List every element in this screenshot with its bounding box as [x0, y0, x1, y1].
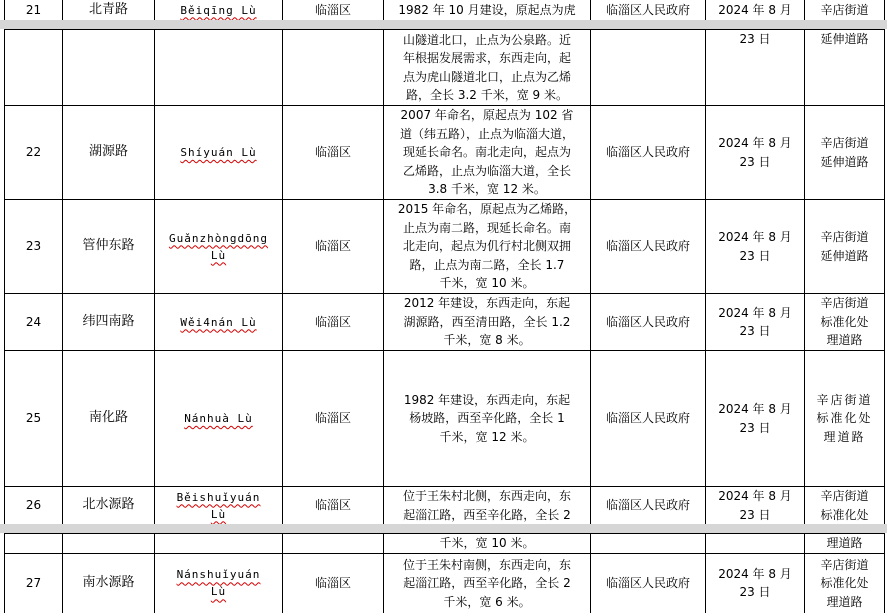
road-name: 南水源路 — [63, 553, 155, 613]
empty-cell — [155, 30, 283, 106]
approval-date — [706, 200, 805, 294]
approver: 临淄区人民政府 — [591, 487, 706, 525]
empty-cell — [706, 534, 805, 554]
desc-line: 乙烯路，止点为临淄大道，全长 — [402, 163, 571, 178]
desc-line: 1982 年建设，东西走向，东起 — [403, 392, 571, 407]
note-line: 辛店街道 — [820, 296, 869, 311]
road-name: 南化路 — [63, 351, 155, 487]
note — [805, 294, 885, 351]
note-line: 标准化处 — [820, 576, 869, 590]
note — [805, 553, 885, 613]
row-number: 21 — [5, 0, 63, 20]
pinyin-text: Guǎnzhòngdōng — [168, 231, 269, 245]
desc-line: 湖源路，西至清田路，全长 1.2 — [403, 314, 571, 329]
desc-line: 杨坡路，西至辛化路，全长 1 — [409, 411, 565, 426]
table-row — [5, 0, 885, 20]
desc-line: 山隧道北口，止点为公泉路。近 — [402, 32, 571, 47]
note-line: 辛店街道 — [820, 136, 869, 150]
empty-cell — [63, 534, 155, 554]
district: 临淄区 — [283, 200, 384, 294]
table-row — [5, 294, 885, 351]
table-row — [5, 553, 885, 613]
note-line: 辛店街道 — [820, 489, 869, 503]
empty-cell — [283, 30, 384, 106]
description — [384, 553, 591, 613]
empty-cell — [591, 534, 706, 554]
date-line: 23 日 — [739, 324, 771, 338]
road-name: 北青路 — [63, 0, 155, 20]
road-pinyin — [155, 487, 283, 525]
district: 临淄区 — [283, 106, 384, 200]
approver: 临淄区人民政府 — [591, 294, 706, 351]
note: 延伸道路 — [805, 30, 885, 106]
pinyin-text: Lù — [210, 507, 227, 521]
approver: 临淄区人民政府 — [591, 200, 706, 294]
approval-date — [706, 487, 805, 525]
page-gap-1 — [0, 20, 887, 29]
pinyin-text: Shíyuán Lù — [180, 146, 257, 159]
table-page-1 — [4, 0, 885, 20]
road-pinyin — [155, 200, 283, 294]
description — [384, 351, 591, 487]
note-line: 辛店街道 — [820, 230, 869, 244]
empty-cell — [63, 30, 155, 106]
date-line: 23 日 — [739, 154, 771, 169]
pinyin-text: Lù — [210, 248, 227, 262]
approval-date — [706, 294, 805, 351]
note-line: 标准化处 — [820, 507, 869, 522]
desc-line: 2015 年命名，原起点为乙烯路， — [397, 202, 577, 217]
empty-cell — [5, 534, 63, 554]
road-pinyin — [155, 351, 283, 487]
empty-cell — [591, 30, 706, 106]
note-line: 延伸道路 — [820, 154, 869, 169]
approval-date — [706, 553, 805, 613]
approval-date — [706, 351, 805, 487]
table-row — [5, 351, 885, 487]
district: 临淄区 — [283, 294, 384, 351]
note-line: 理道路 — [823, 429, 866, 444]
desc-line: 位于王朱村南侧，东西走向，东 — [402, 557, 571, 572]
row-number: 25 — [5, 351, 63, 487]
date-line: 2024 年 8 月 — [718, 305, 792, 320]
district: 临淄区 — [283, 487, 384, 525]
row-number: 26 — [5, 487, 63, 525]
note-line: 理道路 — [826, 594, 863, 609]
date-line: 23 日 — [739, 420, 771, 435]
note-line: 理道路 — [826, 333, 863, 348]
pinyin-text: Nánshuǐyuán — [176, 568, 261, 582]
desc-line: 2012 年建设，东西走向，东起 — [403, 296, 571, 311]
table-row — [5, 106, 885, 200]
district: 临淄区 — [283, 553, 384, 613]
page-gap-2 — [0, 524, 887, 533]
empty-cell — [5, 30, 63, 106]
note — [805, 487, 885, 525]
row-number: 23 — [5, 200, 63, 294]
approval-date — [706, 106, 805, 200]
approval-date: 23 日 — [706, 30, 805, 106]
note — [805, 106, 885, 200]
description — [384, 487, 591, 525]
row-number: 27 — [5, 553, 63, 613]
table-row — [5, 534, 885, 554]
note: 理道路 — [805, 534, 885, 554]
date-line: 2024 年 8 月 — [718, 566, 792, 581]
pinyin-text: Nánhuà Lù — [184, 412, 253, 425]
approval-date: 2024 年 8 月 — [706, 0, 805, 20]
road-name: 管仲东路 — [63, 200, 155, 294]
approver: 临淄区人民政府 — [591, 553, 706, 613]
road-name: 纬四南路 — [63, 294, 155, 351]
road-name: 湖源路 — [63, 106, 155, 200]
description: 1982 年 10 月建设，原起点为虎 — [384, 0, 591, 20]
table-page-2 — [4, 29, 885, 524]
description: 千米，宽 10 米。 — [384, 534, 591, 554]
desc-line: 路，全长 3.2 千米，宽 9 米。 — [406, 88, 568, 102]
note-line: 延伸道路 — [820, 248, 869, 263]
table-row — [5, 487, 885, 525]
road-pinyin — [155, 294, 283, 351]
desc-line: 现延长命名。南北走向，起点为 — [402, 145, 571, 160]
desc-line: 路，止点为南二路，全长 1.7 — [409, 257, 565, 272]
note-line: 辛店街道 — [820, 557, 869, 572]
note: 辛店街道 — [805, 0, 885, 20]
road-name: 北水源路 — [63, 487, 155, 525]
pinyin-text: Běishuǐyuán — [176, 490, 261, 504]
date-line: 23 日 — [739, 507, 771, 522]
description — [384, 30, 591, 106]
row-number: 24 — [5, 294, 63, 351]
pinyin-text: Lù — [210, 585, 227, 599]
district: 临淄区 — [283, 0, 384, 20]
date-line: 2024 年 8 月 — [718, 402, 792, 416]
desc-line: 起淄江路，西至辛化路，全长 2 — [403, 576, 571, 590]
approver: 临淄区人民政府 — [591, 351, 706, 487]
desc-line: 年根据发展需求，东西走向，起 — [402, 51, 571, 65]
date-line: 2024 年 8 月 — [718, 230, 792, 244]
date-line: 2024 年 8 月 — [718, 136, 792, 150]
approver: 临淄区人民政府 — [591, 0, 706, 20]
table-page-3 — [4, 533, 885, 613]
date-line: 23 日 — [739, 585, 771, 600]
desc-line: 千米，宽 10 米。 — [439, 276, 535, 291]
description — [384, 106, 591, 200]
road-pinyin — [155, 106, 283, 200]
table-row — [5, 30, 885, 106]
note — [805, 351, 885, 487]
desc-line: 3.8 千米，宽 12 米。 — [428, 182, 546, 197]
desc-line: 北走向，起点为仉行村北侧双拥 — [402, 239, 571, 254]
note — [805, 200, 885, 294]
date-line: 23 日 — [739, 248, 771, 263]
desc-line: 止点为南二路，现延长命名。南 — [402, 220, 571, 235]
table-row — [5, 200, 885, 294]
empty-cell — [283, 534, 384, 554]
note-line: 标准化处 — [820, 314, 869, 329]
desc-line: 2007 年命名，原起点为 102 省 — [400, 108, 574, 123]
desc-line: 点为虎山隧道北口，止点为乙烯 — [402, 69, 571, 84]
empty-cell — [155, 534, 283, 554]
note-line: 辛店街道 — [816, 392, 873, 407]
desc-line: 道（纬五路），止点为临淄大道， — [399, 126, 574, 141]
road-pinyin — [155, 553, 283, 613]
description — [384, 200, 591, 294]
date-line: 2024 年 8 月 — [718, 489, 792, 503]
pinyin-text: Běiqīng Lù — [180, 3, 257, 17]
district: 临淄区 — [283, 351, 384, 487]
desc-line: 千米，宽 8 米。 — [443, 333, 531, 348]
approver: 临淄区人民政府 — [591, 106, 706, 200]
desc-line: 位于王朱村北侧，东西走向，东 — [402, 489, 571, 503]
desc-line: 千米，宽 12 米。 — [439, 429, 535, 444]
road-pinyin — [155, 0, 283, 20]
pinyin-text: Wěi4nán Lù — [180, 315, 257, 329]
description — [384, 294, 591, 351]
desc-line: 千米，宽 6 米。 — [443, 594, 531, 609]
row-number: 22 — [5, 106, 63, 200]
desc-line: 起淄江路，西至辛化路，全长 2 — [403, 507, 571, 522]
note-line: 标准化处 — [816, 411, 873, 426]
